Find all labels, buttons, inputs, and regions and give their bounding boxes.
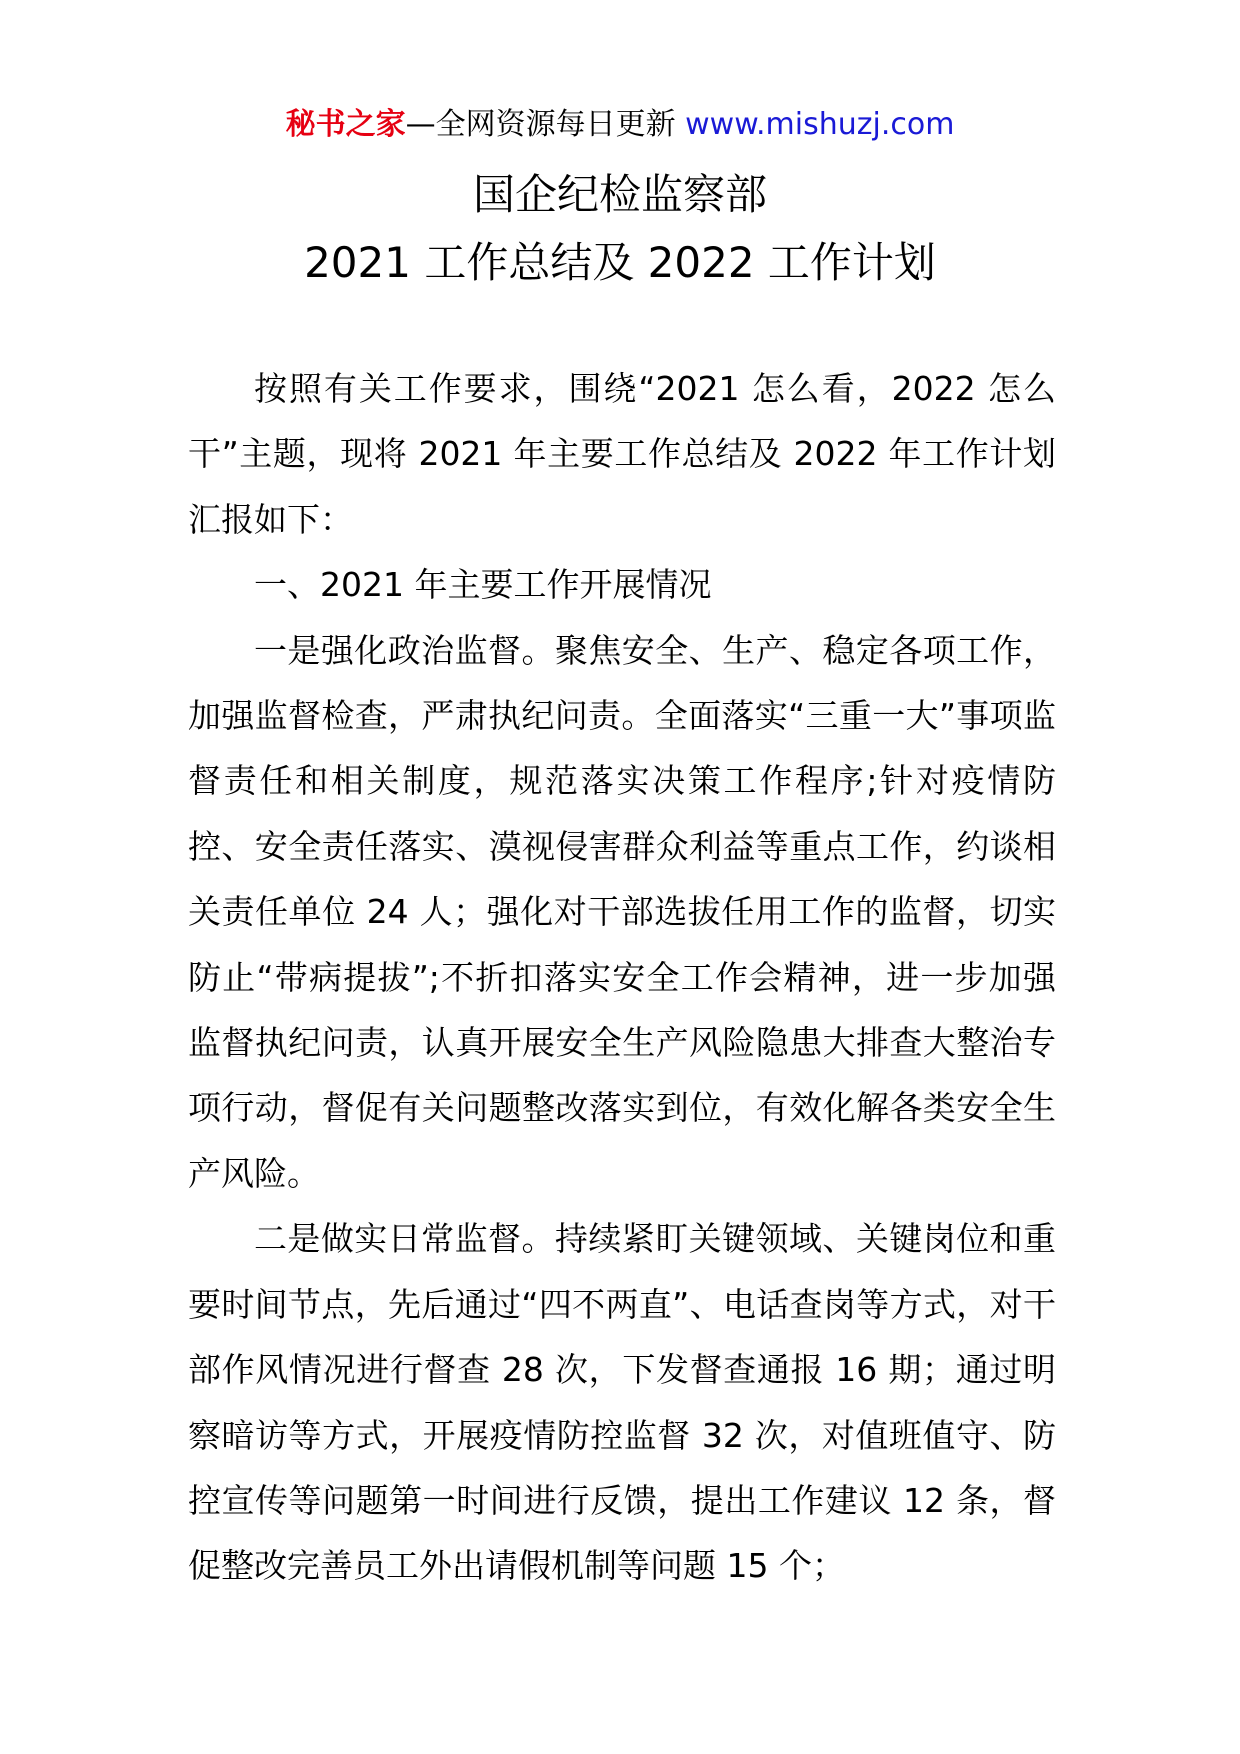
document-title-line2: 2021 工作总结及 2022 工作计划 (304, 238, 936, 287)
intro-paragraph: 按照有关工作要求，围绕“2021 怎么看，2022 怎么干”主题，现将 2021 年主要工作总结及 2022 年工作计划汇报如下： (188, 369, 1056, 539)
document-title-line1: 国企纪检监察部 (472, 170, 767, 219)
watermark-brand: 秘书之家 (285, 107, 406, 142)
body-paragraph: 二是做实日常监督。持续紧盯关键领域、关键岗位和重要时间节点，先后通过“四不两直”、电话查岗等方式，对干部作风情况进行督查 28 次，下发督查通报 16 期；通过明察暗访等方式，开展疫情防控监督 32 次，对值班值守、防控宣传等问题第一时间进行反馈，提出工作建议 12 条，督促整改完善员工外出请假机制等问题 15 个； (188, 1219, 1056, 1586)
watermark-url[interactable]: www.mishuzj.com (685, 107, 955, 142)
document-body (188, 356, 1056, 1599)
watermark-tagline: —全网资源每日更新 (405, 107, 676, 142)
body-paragraph: 一是强化政治监督。聚焦安全、生产、稳定各项工作，加强监督检查，严肃执纪问责。全面落实“三重一大”事项监督责任和相关制度，规范落实决策工作程序;针对疫情防控、安全责任落实、漠视侵害群众利益等重点工作，约谈相关责任单位 24 人；强化对干部选拔任用工作的监督，切实防止“带病提拔”;不折扣落实安全工作会精神，进一步加强监督执纪问责，认真开展安全生产风险隐患大排查大整治专项行动，督促有关问题整改落实到位，有效化解各类安全生产风险。 (188, 630, 1056, 1193)
site-watermark (0, 103, 1240, 147)
section-heading: 一、2021 年主要工作开展情况 (254, 565, 712, 605)
